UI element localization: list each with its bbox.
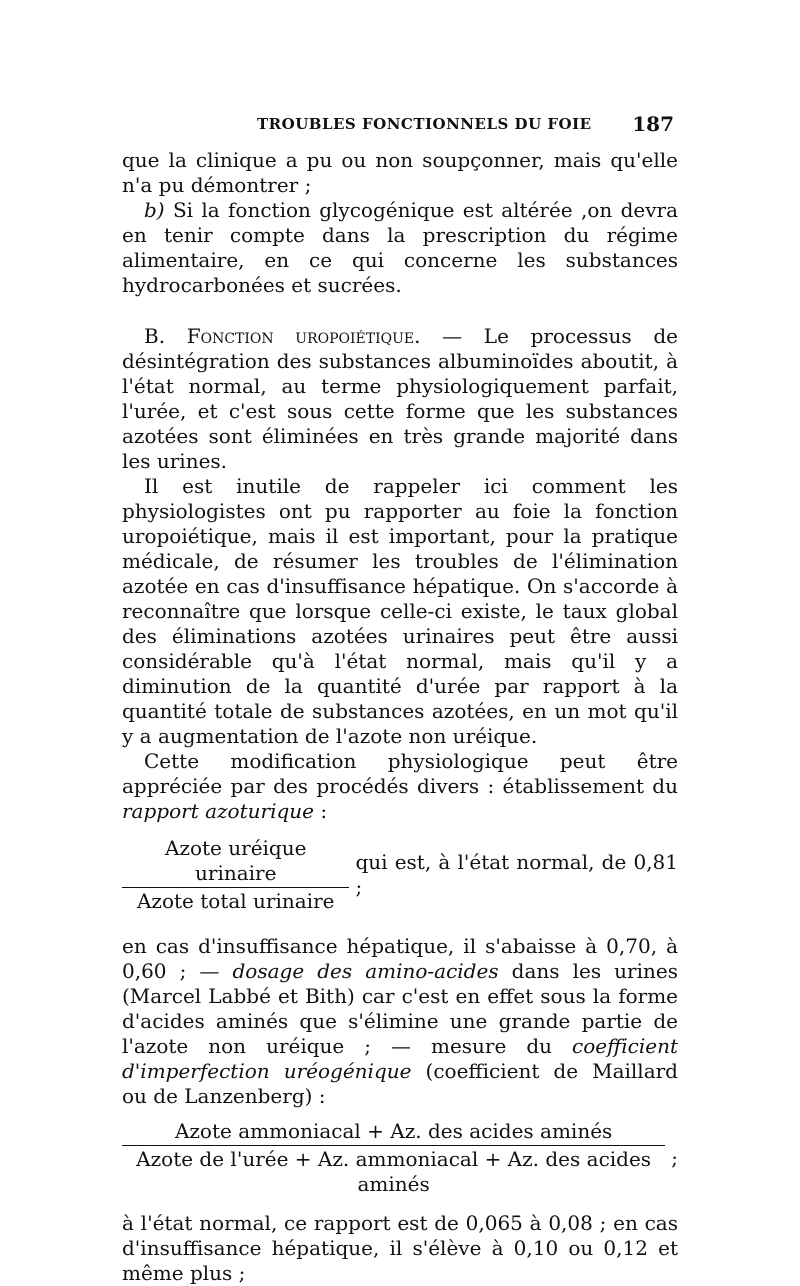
list-label-b: b): [144, 198, 165, 222]
fraction-denominator: Azote total urinaire: [136, 889, 335, 913]
formula-tail: qui est, à l'état normal, de 0,81 ;: [355, 850, 678, 899]
formula-azoturic-ratio: [122, 836, 678, 914]
paragraph-modification-text: Cette modification physiologique peut être appréciée par des procédés divers : établissement du: [122, 749, 678, 798]
formula-imperfection-coefficient: [122, 1119, 678, 1197]
body-text: [122, 148, 678, 1286]
paragraph-modification: [122, 749, 678, 824]
paragraph-continuation: que la clinique a pu ou non soupçonner, mais qu'elle n'a pu démontrer ;: [122, 148, 678, 197]
running-title: TROUBLES FONCTIONNELS DU FOIE: [257, 115, 592, 133]
fraction-numerator: Azote ammoniacal + Az. des acides aminés: [122, 1119, 665, 1146]
paragraph-elimination: Il est inutile de rappeler ici comment les physiologistes ont pu rapporter au foie la fonction uropoiétique, mais il est important, pour la pratique médicale, de résumer les troubles de l'élimination azotée en cas d'insuffisance hépatique. On s'accorde à reconnaître que lorsque celle-ci existe, le taux global des éliminations azotées urinaires peut être aussi considérable qu'à l'état normal, mais qu'il y a diminution de la quantité d'urée par rapport à la quantité totale de substances azotées, en un mot qu'il y a augmentation de l'azote non uréique.: [122, 474, 678, 748]
formula-tail: ;: [671, 1145, 678, 1170]
fraction: [122, 1119, 665, 1197]
paragraph-methods-b: dans les urines (Marcel Labbé et Bith) car c'est en effet sous la forme d'acides aminés que s'élimine une grande partie de l'azote non uréique ; — mesure du: [122, 959, 678, 1058]
fraction-numerator: Azote uréique urinaire: [122, 836, 349, 888]
section-letter: B.: [144, 324, 187, 348]
term-rapport-azoturique: rapport azoturique: [122, 799, 314, 823]
term-amino-acid-assay: dosage des amino-acides: [232, 959, 499, 983]
section-heading: Fonction uropoiétique.: [186, 324, 421, 348]
term-imperfection-coefficient: coefficient d'imperfection uréogénique: [122, 1034, 678, 1083]
page-header: [122, 112, 678, 136]
page-number: 187: [632, 112, 674, 136]
paragraph-methods-a: en cas d'insuffisance hépatique, il s'abaisse à 0,70, à 0,60 ; —: [122, 934, 678, 983]
section-uropoietic-text: — Le processus de désintégration des substances albuminoïdes aboutit, à l'état normal, au terme physiologiquement parfait, l'urée, et c'est sous cette forme que les substances azotées sont éliminées en très grande majorité dans les urines.: [122, 324, 678, 473]
paragraph-methods: [122, 934, 678, 1109]
paragraph-glycogenic-text: Si la fonction glycogénique est altérée ,on devra en tenir compte dans la prescription du régime alimentaire, en ce qui concerne les substances hydrocarbonées et sucrées.: [122, 198, 678, 297]
paragraph-modification-end: :: [313, 799, 328, 823]
fraction-denominator: Azote de l'urée + Az. ammoniacal + Az. des acides aminés: [136, 1147, 652, 1196]
paragraph-normal-values: à l'état normal, ce rapport est de 0,065 à 0,08 ; en cas d'insuffisance hépatique, il s'élève à 0,10 ou 0,12 et même plus ;: [122, 1211, 678, 1285]
paragraph-methods-c: (coefficient de Maillard ou de Lanzenberg) :: [122, 1059, 678, 1108]
section-uropoietic: [122, 324, 678, 474]
paragraph-glycogenic: [122, 198, 678, 298]
fraction: [122, 836, 349, 914]
